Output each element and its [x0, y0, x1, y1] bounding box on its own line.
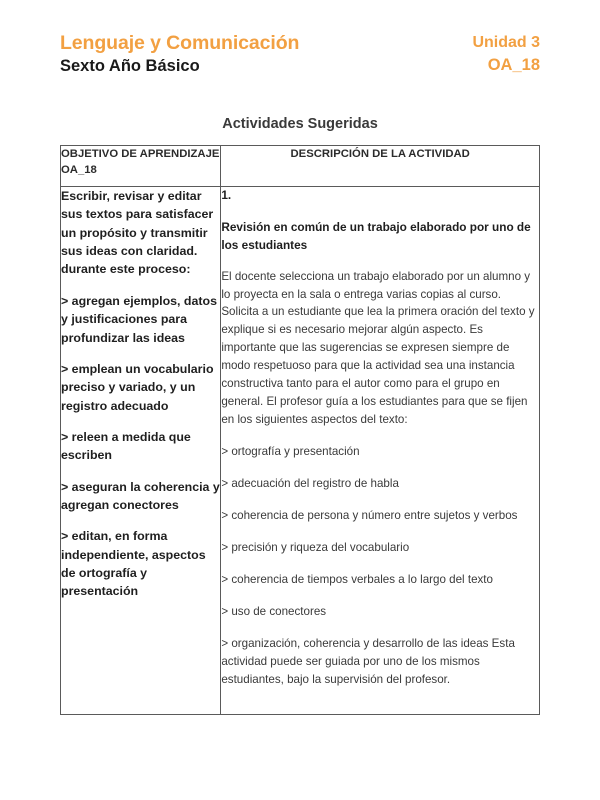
activity-bullet: > precisión y riqueza del vocabulario: [221, 541, 410, 555]
activity-bullet: > coherencia de tiempos verbales a lo largo del texto: [221, 573, 493, 587]
column-header-objective: OBJETIVO DE APRENDIZAJE OA_18: [61, 146, 221, 187]
activity-heading: Revisión en común de un trabajo elaborado por uno de los estudiantes: [221, 219, 531, 252]
objective-cell: [61, 187, 221, 715]
grade-title: Sexto Año Básico: [60, 56, 200, 75]
oa-code-label: OA_18: [487, 55, 540, 74]
unit-label: Unidad 3: [472, 34, 540, 51]
activity-bullet: > ortografía y presentación: [221, 445, 360, 459]
activity-paragraph: El docente selecciona un trabajo elaborado por un alumno y lo proyecta en la sala o entrega varias copias al curso. Solicita a un estudiante que lea la primera oración del texto y explique si es necesario mejorar algún aspecto. Es importante que las sugerencias se expresen siempre de modo respetuoso para que la actividad sea una instancia constructiva tanto para el autor como para el grupo en general. El profesor guía a los estudiantes para que se fijen en los siguientes aspectos del texto:: [221, 269, 535, 427]
column-header-description: DESCRIPCIÓN DE LA ACTIVIDAD: [221, 146, 540, 187]
objective-paragraph: > emplean un vocabulario preciso y variado, y un registro adecuado: [61, 361, 214, 413]
activity-number: 1.: [221, 188, 232, 202]
header-right-block: [472, 32, 540, 76]
table-header-row: [61, 146, 540, 187]
document-header: [60, 32, 540, 76]
description-cell: [221, 187, 540, 715]
objective-paragraph: Escribir, revisar y editar sus textos para satisfacer un propósito y transmitir sus ideas con claridad. durante este proceso:: [61, 189, 214, 277]
objective-paragraph: > aseguran la coherencia y agregan conectores: [61, 479, 220, 513]
table-row: [61, 187, 540, 715]
activity-bullet: > coherencia de persona y número entre sujetos y verbos: [221, 509, 518, 523]
objective-paragraph: > agregan ejemplos, datos y justificaciones para profundizar las ideas: [61, 293, 217, 345]
activities-table: [60, 145, 540, 715]
activity-bullet: > adecuación del registro de habla: [221, 477, 399, 491]
objective-paragraph: > editan, en forma independiente, aspectos de ortografía y presentación: [61, 529, 206, 599]
subject-title: Lenguaje y Comunicación: [60, 32, 300, 54]
objective-paragraph: > releen a medida que escriben: [61, 429, 191, 463]
activity-bullet: > organización, coherencia y desarrollo de las ideas Esta actividad puede ser guiada por uno de los mismos estudiantes, bajo la supervisión del profesor.: [221, 637, 515, 686]
header-left-block: [60, 32, 299, 76]
activity-bullet: > uso de conectores: [221, 605, 327, 619]
page-title: Actividades Sugeridas: [222, 116, 378, 132]
